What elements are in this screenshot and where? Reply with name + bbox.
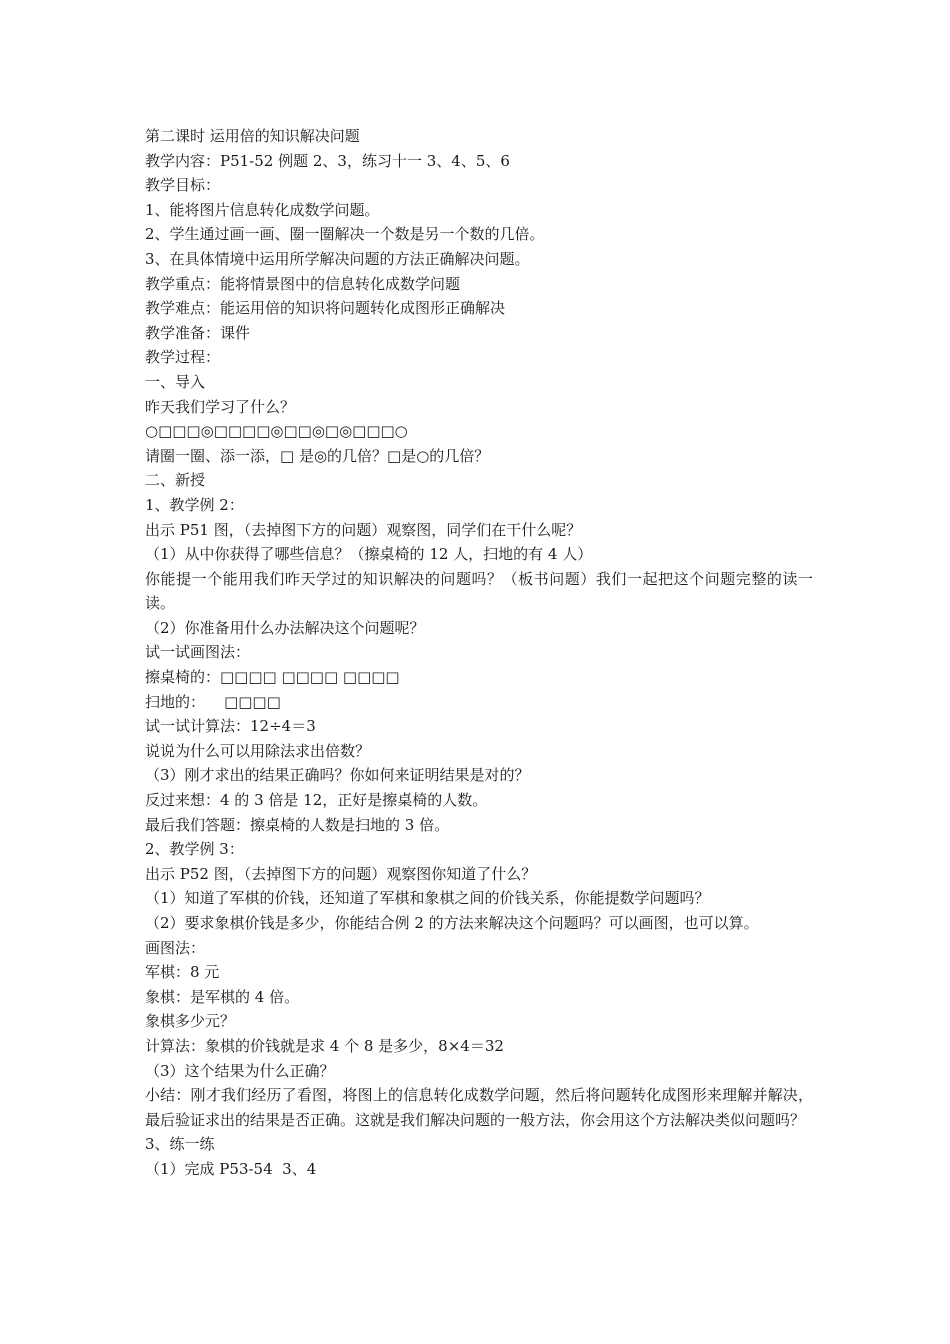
- text-line: 试一试计算法：12÷4＝3: [145, 717, 316, 736]
- section-heading-intro: 一、导入: [145, 372, 206, 391]
- example-heading: 1、教学例 2：: [145, 495, 244, 514]
- text-line: （2）要求象棋价钱是多少，你能结合例 2 的方法来解决这个问题吗？可以画图，也可以算。: [145, 914, 759, 932]
- text-line: 军棋：8 元: [145, 963, 220, 982]
- teaching-difficulty: 教学难点：能运用倍的知识将问题转化成图形正确解决: [145, 299, 506, 318]
- text-line: 说说为什么可以用除法求出倍数？: [145, 741, 371, 760]
- text-line: 试一试画图法：: [145, 643, 251, 662]
- document-body: [145, 124, 813, 1182]
- text-line: 出示 P52 图，（去掉图下方的问题）观察图你知道了什么？: [145, 864, 537, 883]
- text-line: 反过来想：4 的 3 倍是 12，正好是擦桌椅的人数。: [145, 791, 488, 810]
- text-line: （3）这个结果为什么正确？: [145, 1061, 335, 1080]
- text-line: （1）知道了军棋的价钱，还知道了军棋和象棋之间的价钱关系，你能提数学问题吗？: [145, 889, 710, 908]
- lesson-title: 第二课时 运用倍的知识解决问题: [145, 127, 360, 145]
- text-line: 象棋：是军棋的 4 倍。: [145, 987, 300, 1006]
- box-diagram-row: 扫地的： □□□□: [145, 692, 281, 711]
- teaching-goals-heading: 教学目标：: [145, 176, 221, 195]
- box-diagram-row: 擦桌椅的：□□□□ □□□□ □□□□: [145, 668, 400, 687]
- shape-sequence: ○□□□◎□□□□◎□□◎□◎□□□○: [145, 422, 408, 441]
- text-line: 请圈一圈、添一添，□ 是◎的几倍？□是○的几倍？: [145, 446, 490, 465]
- text-line: （1）从中你获得了哪些信息？（擦桌椅的 12 人，扫地的有 4 人）: [145, 545, 593, 564]
- teaching-process-heading: 教学过程：: [145, 348, 221, 367]
- text-line: （1）完成 P53-54 3、4: [145, 1159, 317, 1178]
- text-line: 昨天我们学习了什么？: [145, 397, 296, 416]
- text-line: 象棋多少元？: [145, 1012, 236, 1031]
- summary-paragraph: 小结：刚才我们经历了看图，将图上的信息转化成数学问题，然后将问题转化成图形来理解并解决，最后验证求出的结果是否正确。这就是我们解决问题的一般方法，你会用这个方法解决类似问题吗？: [145, 1086, 813, 1129]
- text-line: 计算法：象棋的价钱就是求 4 个 8 是多少，8×4＝32: [145, 1036, 504, 1055]
- example-heading: 2、教学例 3：: [145, 840, 244, 859]
- goal-item: 2、学生通过画一画、圈一圈解决一个数是另一个数的几倍。: [145, 225, 545, 244]
- section-heading-new-lesson: 二、新授: [145, 471, 206, 490]
- teaching-preparation: 教学准备：课件: [145, 323, 251, 342]
- text-line: （2）你准备用什么办法解决这个问题呢？: [145, 618, 425, 637]
- goal-item: 3、在具体情境中运用所学解决问题的方法正确解决问题。: [145, 249, 530, 268]
- text-paragraph: 你能提一个能用我们昨天学过的知识解决的问题吗？（板书问题）我们一起把这个问题完整的读一读。: [145, 569, 813, 613]
- teaching-focus: 教学重点：能将情景图中的信息转化成数学问题: [145, 274, 461, 293]
- practice-heading: 3、练一练: [145, 1135, 215, 1154]
- text-line: 最后我们答题：擦桌椅的人数是扫地的 3 倍。: [145, 815, 450, 834]
- teaching-content: 教学内容：P51-52 例题 2、3，练习十一 3、4、5、6: [145, 151, 510, 170]
- text-line: 画图法：: [145, 938, 206, 957]
- text-line: 出示 P51 图，（去掉图下方的问题）观察图，同学们在干什么呢？: [145, 520, 582, 539]
- text-line: （3）刚才求出的结果正确吗？你如何来证明结果是对的？: [145, 766, 530, 785]
- goal-item: 1、能将图片信息转化成数学问题。: [145, 200, 380, 219]
